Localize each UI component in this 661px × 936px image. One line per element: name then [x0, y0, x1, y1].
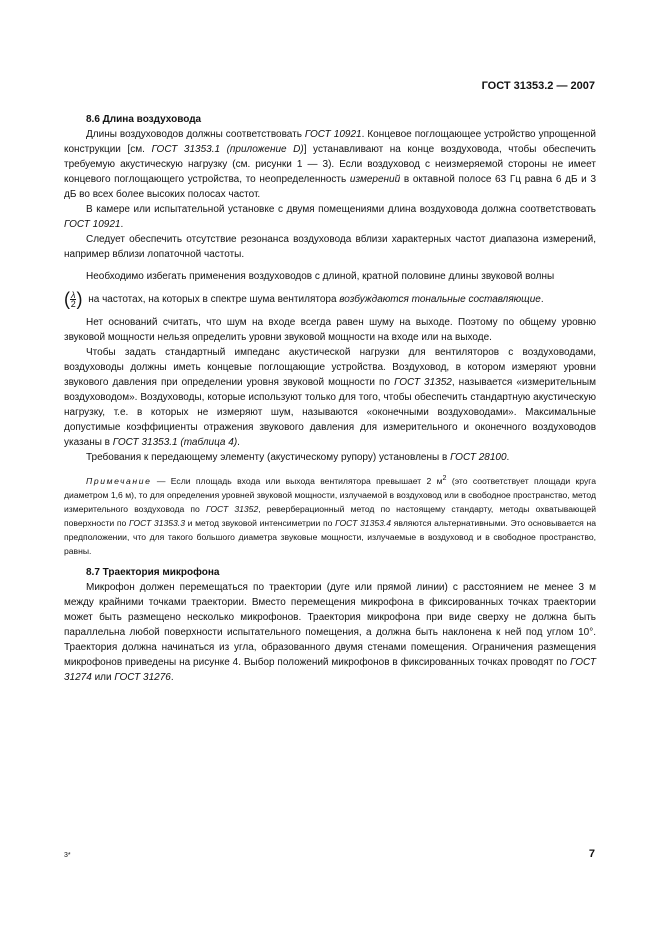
reference: ГОСТ 31352 [205, 503, 259, 514]
section-heading-8-6: 8.6 Длина воздуховода [86, 114, 202, 125]
reference: ГОСТ 31274 [64, 656, 596, 683]
sheet-mark: 3* [64, 852, 71, 859]
paragraph-formula: ( $\frac{\lambda}{2}$ ) на частотах, на которых в спектре шума вентилятора возбуждаются тональные составляющие. [64, 289, 544, 309]
reference: ГОСТ 31353.1 (приложение D) [151, 144, 304, 155]
reference: ГОСТ 31352 [394, 377, 452, 388]
reference: ГОСТ 31353.4 [335, 517, 392, 528]
paragraph: Нет оснований считать, что шум на входе всегда равен шуму на выходе. Поэтому по общему уровню звуковой мощности нельзя определить уровни звуковой мощности на входе или на выходе. [64, 317, 596, 343]
paragraph: Чтобы задать стандартный импеданс акустической нагрузки для вентиляторов с воздуховодами, воздуховоды должны иметь концевые поглощающие устройства. Воздуховод, в котором измеряют уровни звукового давления при определении уровня звуковой мощности по ГОСТ 31352, называется «измерительным воздуховодом». Воздуховоды, которые используют только для того, чтобы обеспечить стандартную акустическую нагрузку, т.е. в которых не измеряют шум, называются «оконечными воздуховодами». Максимальные допустимые коэффициенты отражения звукового давления для измерительного и оконечного воздуховодов указаны в ГОСТ 31353.1 (таблица 4). [64, 347, 596, 448]
paragraph: Требования к передающему элементу (акустическому рупору) установлены в ГОСТ 28100. [86, 452, 510, 463]
reference: ГОСТ 31276 [114, 671, 171, 683]
reference: ГОСТ 10921 [64, 219, 121, 230]
paragraph: Следует обеспечить отсутствие резонанса воздуховода вблизи характерных частот диапазона измерений, например вблизи лопаточной частоты. [64, 234, 596, 260]
note-paragraph: Примечание — Если площадь входа или выхода вентилятора превышает 2 $м^2$ (это соответствует площади круга диаметром 1,6 м), то для определения уровней звуковой мощности, излучаемой в воздуховод или в свободное пространство, метод измерительного воздуховода по ГОСТ 31352, реверберационный метод по настоящему стандарту, методы охватывающей поверхности по ГОСТ 31353.3 и метод звуковой интенсиметрии по ГОСТ 31353.4 являются альтернативными. Это основывается на предположении, что для такого большого диаметра звуковые мощности, излучаемые в воздуховод и в свободное пространство, равны. [64, 474, 597, 556]
paragraph: В камере или испытательной установке с двумя помещениями длина воздуховода должна соответствовать ГОСТ 10921. [64, 204, 596, 230]
page-number: 7 [588, 848, 595, 860]
reference: ГОСТ 31353.1 (таблица 4) [112, 437, 238, 448]
lambda-half-formula: ( $\frac{\lambda}{2}$ ) [64, 289, 83, 309]
reference: ГОСТ 28100 [450, 452, 507, 463]
paragraph: Длины воздуховодов должны соответствовать ГОСТ 10921. Концевое поглощающее устройство упрощенной конструкции [см. ГОСТ 31353.1 (приложение D)] устанавливают на конце воздуховода, чтобы обеспечить требуемую акустическую нагрузку (см. рисунки 1 — 3). Если воздуховод с неизмеряемой стороны не имеет концевого поглощающего устройства, то неопределенность измерений в октавной полосе 63 Гц равна 6 дБ и 3 дБ во всех более высоких полосах частот. [64, 129, 597, 200]
page-body [64, 112, 596, 685]
paragraph: Микрофон должен перемещаться по траектории (дуге или прямой линии) с расстоянием не менее 3 м между крайними точками траектории. Вместо перемещения микрофона в фиксированных точках траектории может быть размещено несколько микрофонов. Траектория микрофона при виде сверху не должна быть параллельна любой поверхности испытательного помещения, а должна быть наклонена к ней под углом 10°. Траектория должна начинаться из угла, образованного двумя стенами помещения. Ограничения размещения микрофонов приведены на рисунке 4. Выбор положений микрофонов в фиксированных точках проводят по ГОСТ 31274 или ГОСТ 31276. [64, 581, 596, 683]
section-heading-8-7: 8.7 Траектория микрофона [86, 566, 220, 578]
document-header: ГОСТ 31353.2 — 2007 [481, 80, 595, 92]
reference: ГОСТ 10921 [304, 129, 362, 140]
note-label: Примечание [86, 475, 152, 486]
paragraph: Необходимо избегать применения воздуховодов с длиной, кратной половине длины звуковой волны [86, 271, 555, 282]
reference: ГОСТ 31353.3 [129, 517, 185, 528]
